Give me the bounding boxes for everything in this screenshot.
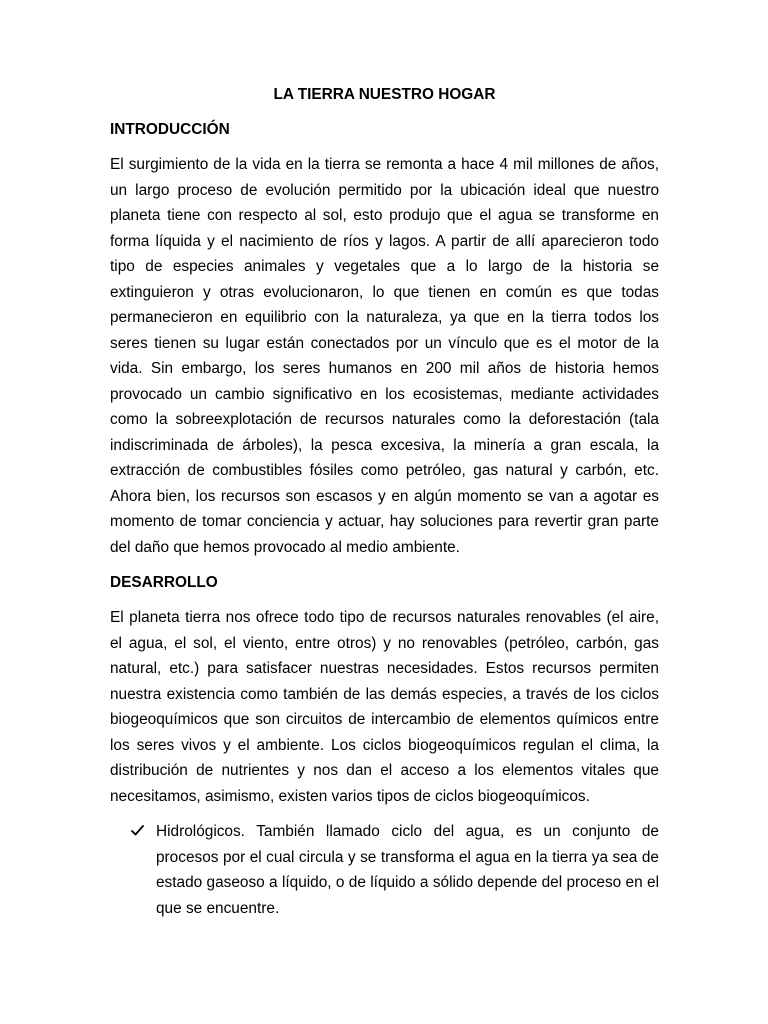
document-title: LA TIERRA NUESTRO HOGAR [273, 86, 496, 103]
checkmark-icon [131, 819, 147, 844]
list-item-text: Hidrológicos. También llamado ciclo del agua, es un conjunto de procesos por el cual circula y se transforma el agua en la tierra ya sea de estado gaseoso a líquido, o de líquido a sólido depende del proceso en el que se encuentre. [156, 823, 659, 917]
cycles-list [110, 819, 659, 921]
development-heading: DESARROLLO [110, 574, 218, 591]
introduction-paragraph: El surgimiento de la vida en la tierra se remonta a hace 4 mil millones de años, un largo proceso de evolución permitido por la ubicación ideal que nuestro planeta tiene con respecto al sol, esto produjo que el agua se transforme en forma líquida y el nacimiento de ríos y lagos. A partir de allí aparecieron todo tipo de especies animales y vegetales que a lo largo de la historia se extinguieron y otras evolucionaron, lo que tienen en común es que todas permanecieron en equilibrio con la naturaleza, ya que en la tierra todos los seres tienen su lugar están conectados por un vínculo que es el motor de la vida. Sin embargo, los seres humanos en 200 mil años de historia hemos provocado un cambio significativo en los ecosistemas, mediante actividades como la sobreexplotación de recursos naturales como la deforestación (tala indiscriminada de árboles), la pesca excesiva, la minería a gran escala, la extracción de combustibles fósiles como petróleo, gas natural y carbón, etc. Ahora bien, los recursos son escasos y en algún momento se van a agotar es momento de tomar conciencia y actuar, hay soluciones para revertir gran parte del daño que hemos provocado al medio ambiente. [110, 156, 659, 556]
introduction-heading: INTRODUCCIÓN [110, 121, 230, 138]
document-page [110, 82, 659, 921]
development-paragraph: El planeta tierra nos ofrece todo tipo de recursos naturales renovables (el aire, el agua, el sol, el viento, entre otros) y no renovables (petróleo, carbón, gas natural, etc.) para satisfacer nuestras necesidades. Estos recursos permiten nuestra existencia como también de las demás especies, a través de los ciclos biogeoquímicos que son circuitos de intercambio de elementos químicos entre los seres vivos y el ambiente. Los ciclos biogeoquímicos regulan el clima, la distribución de nutrientes y nos dan el acceso a los elementos vitales que necesitamos, asimismo, existen varios tipos de ciclos biogeoquímicos. [110, 609, 659, 805]
list-item [131, 819, 659, 921]
